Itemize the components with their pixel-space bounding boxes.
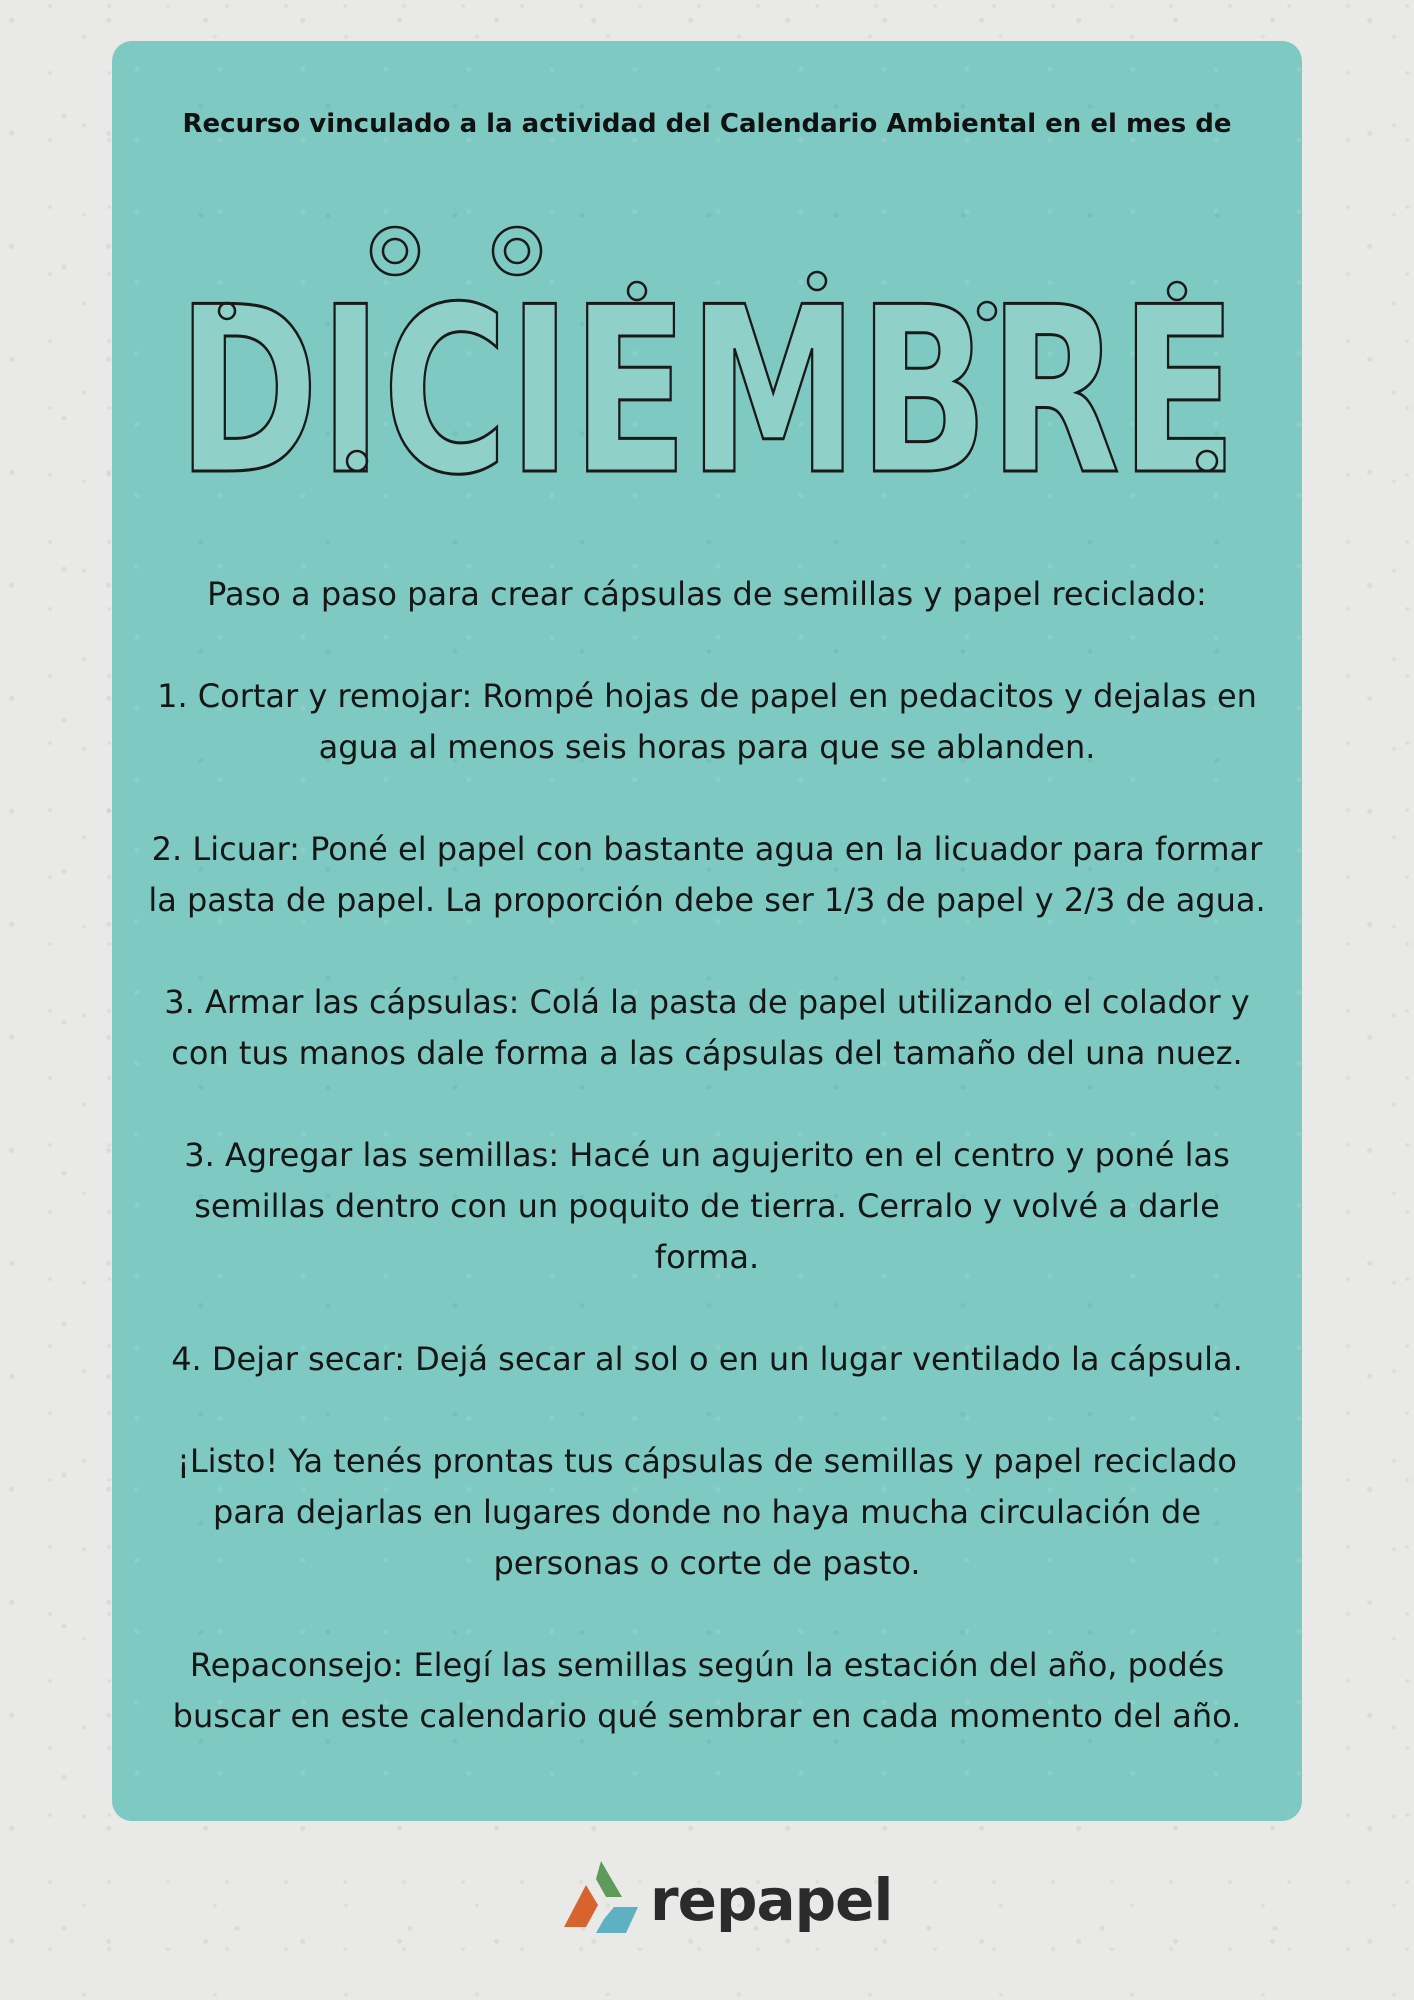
recycle-triangle-icon xyxy=(556,1855,646,1945)
resource-subtitle: Recurso vinculado a la actividad del Calendario Ambiental en el mes de xyxy=(182,109,1232,139)
closing-text: ¡Listo! Ya tenés prontas tus cápsulas de semillas y papel reciclado para dejarlas en lugares donde no haya mucha circulación de personas o corte de pasto. xyxy=(177,1442,1237,1582)
brand-logo xyxy=(556,1855,892,1945)
tip-text: Repaconsejo: Elegí las semillas según la estación del año, podés buscar en este calendario qué sembrar en cada momento del año. xyxy=(172,1646,1242,1735)
step-item: 1. Cortar y remojar: Rompé hojas de papel en pedacitos y dejalas en agua al menos seis horas para que se ablanden. xyxy=(157,677,1257,766)
month-title xyxy=(167,221,1247,511)
content-card xyxy=(112,41,1302,1821)
instructions-intro: Paso a paso para crear cápsulas de semillas y papel reciclado: xyxy=(207,575,1207,613)
month-lettering xyxy=(167,221,1247,511)
step-item: 4. Dejar secar: Dejá secar al sol o en un lugar ventilado la cápsula. xyxy=(171,1340,1243,1378)
instructions xyxy=(142,569,1272,1742)
brand-name: repapel xyxy=(650,1866,893,1934)
step-item: 3. Armar las cápsulas: Colá la pasta de papel utilizando el colador y con tus manos dale forma a las cápsulas del tamaño del una nuez. xyxy=(164,983,1250,1072)
step-item: 3. Agregar las semillas: Hacé un agujerito en el centro y poné las semillas dentro con un poquito de tierra. Cerralo y volvé a darle forma. xyxy=(184,1136,1230,1276)
month-text: DICIEMBRE xyxy=(177,259,1237,511)
step-item: 2. Licuar: Poné el papel con bastante agua en la licuador para formar la pasta de papel. La proporción debe ser 1/3 de papel y 2/3 de agua. xyxy=(148,830,1266,919)
